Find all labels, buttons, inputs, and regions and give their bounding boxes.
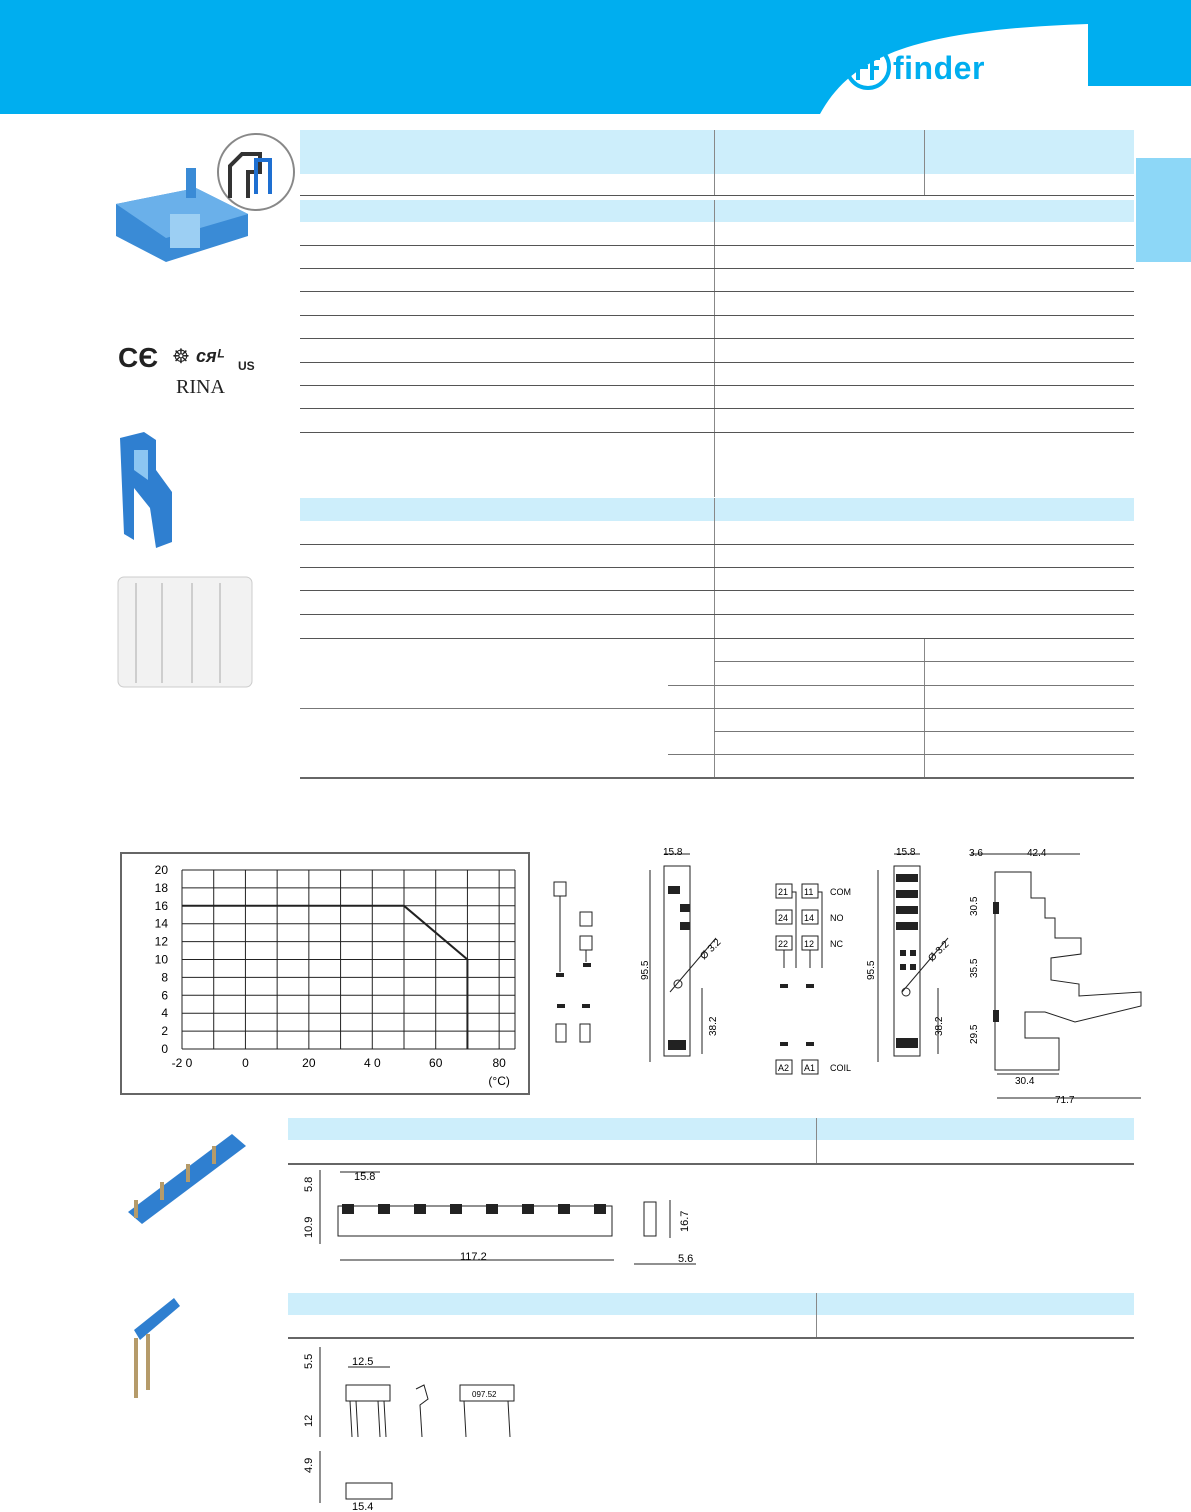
comb-bus-drawing (290, 1168, 710, 1278)
dim-label: 4.9 (303, 1457, 315, 1473)
jumper-header-band (288, 1293, 1134, 1315)
us-label: US (238, 359, 255, 373)
bus-label: NC (830, 939, 843, 949)
terminal-label: 24 (778, 913, 789, 923)
terminal-label: 11 (804, 887, 814, 897)
dim-label: 5.6 (678, 1253, 694, 1265)
x-tick-label: 4 0 (363, 1056, 381, 1070)
table-row (300, 363, 1134, 386)
rating-chart (120, 852, 530, 1095)
retaining-clip-image (116, 430, 186, 550)
dim-label: 71.7 (1055, 1095, 1075, 1106)
y-tick-label: 2 (161, 1024, 168, 1039)
bus-label: COIL (830, 1063, 852, 1073)
y-tick-label: 10 (154, 952, 168, 967)
front-dimension-drawing-2 (862, 842, 952, 1077)
table-row (300, 409, 1134, 433)
spec-header-band (300, 130, 1134, 174)
table-row (300, 521, 1134, 545)
dim-label: 16.7 (679, 1210, 691, 1232)
dim-label: 15.8 (663, 847, 683, 858)
terminal-label: 12 (804, 939, 815, 949)
terminal-schematic (772, 880, 862, 1080)
y-tick-label: 8 (161, 970, 168, 985)
table-row (300, 568, 1134, 591)
comb-bus-image (120, 1120, 260, 1230)
rina-label: RINA (176, 376, 225, 398)
table-row (300, 316, 1134, 339)
table-row (300, 339, 1134, 363)
x-tick-label: -2 0 (171, 1056, 193, 1070)
dim-label: 117.2 (460, 1251, 487, 1263)
dim-label: 30.4 (1015, 1076, 1035, 1087)
front-dimension-drawing-1 (630, 842, 740, 1077)
table-row (300, 174, 1134, 196)
dim-label: 35.5 (969, 958, 980, 978)
dim-label: 3.6 (969, 848, 983, 859)
y-tick-label: 16 (154, 898, 168, 913)
dim-label: 15.4 (352, 1501, 374, 1512)
comb-header-band (288, 1118, 1134, 1140)
x-axis-label: (°C) (488, 1074, 510, 1088)
ce-mark-icon: CЄ (118, 342, 159, 373)
jumper-mark: 097.52 (472, 1390, 497, 1399)
brand-name: finder (893, 50, 985, 86)
y-tick-label: 0 (161, 1042, 168, 1056)
dim-label: 5.5 (303, 1353, 315, 1369)
bus-label: COM (830, 887, 851, 897)
terminal-label: 21 (778, 887, 789, 897)
dim-label: 12.5 (352, 1356, 374, 1368)
section-band (300, 200, 1134, 222)
jumper-drawing (290, 1343, 530, 1512)
dim-label: 95.5 (640, 960, 651, 980)
dim-label: 38.2 (934, 1016, 945, 1036)
ul-mark-icon: cᴙᴸ (196, 346, 225, 366)
dim-label: 30.5 (969, 896, 980, 916)
dim-label: 5.8 (303, 1176, 315, 1192)
table-row (300, 615, 1134, 639)
socket-product-image (110, 128, 295, 268)
table-row (300, 246, 1134, 269)
dim-label: Ø 3.2 (698, 937, 724, 963)
dim-label: 15.8 (354, 1171, 376, 1183)
approval-mark-icon: ☸ (172, 346, 190, 368)
y-tick-label: 20 (154, 863, 168, 877)
table-row (300, 222, 1134, 246)
dim-label: 29.5 (969, 1024, 980, 1044)
y-tick-label: 18 (154, 880, 168, 895)
dim-label: 42.4 (1027, 848, 1047, 859)
terminal-label: 14 (804, 913, 815, 923)
x-tick-label: 0 (242, 1056, 249, 1070)
side-tab (1136, 158, 1191, 262)
table-row (300, 292, 1134, 316)
x-tick-label: 60 (429, 1056, 443, 1070)
y-tick-label: 6 (161, 988, 168, 1003)
x-tick-label: 80 (492, 1056, 506, 1070)
header-banner (0, 0, 1191, 114)
dim-label: 95.5 (866, 960, 877, 980)
terminal-label: 22 (778, 939, 789, 949)
y-tick-label: 12 (154, 934, 168, 949)
dim-label: 15.8 (896, 847, 916, 858)
y-tick-label: 14 (154, 916, 168, 931)
dim-label: 38.2 (708, 1016, 719, 1036)
x-tick-label: 20 (302, 1056, 316, 1070)
terminal-label: A1 (804, 1063, 816, 1073)
dim-label: Ø 3.2 (926, 939, 952, 965)
section-band (300, 498, 1134, 521)
table-row (300, 269, 1134, 292)
bus-label: NO (830, 913, 844, 923)
table-row (300, 386, 1134, 409)
contact-schematic (550, 876, 610, 1046)
dim-label: 10.9 (303, 1216, 315, 1238)
table-row (300, 591, 1134, 615)
table-row (300, 545, 1134, 568)
dim-label: 12 (303, 1414, 315, 1427)
terminal-label: A2 (778, 1063, 790, 1073)
jumper-link-image (120, 1290, 190, 1405)
marker-tags-image (116, 575, 256, 690)
y-tick-label: 4 (161, 1006, 168, 1021)
side-dimension-drawing (955, 842, 1145, 1112)
